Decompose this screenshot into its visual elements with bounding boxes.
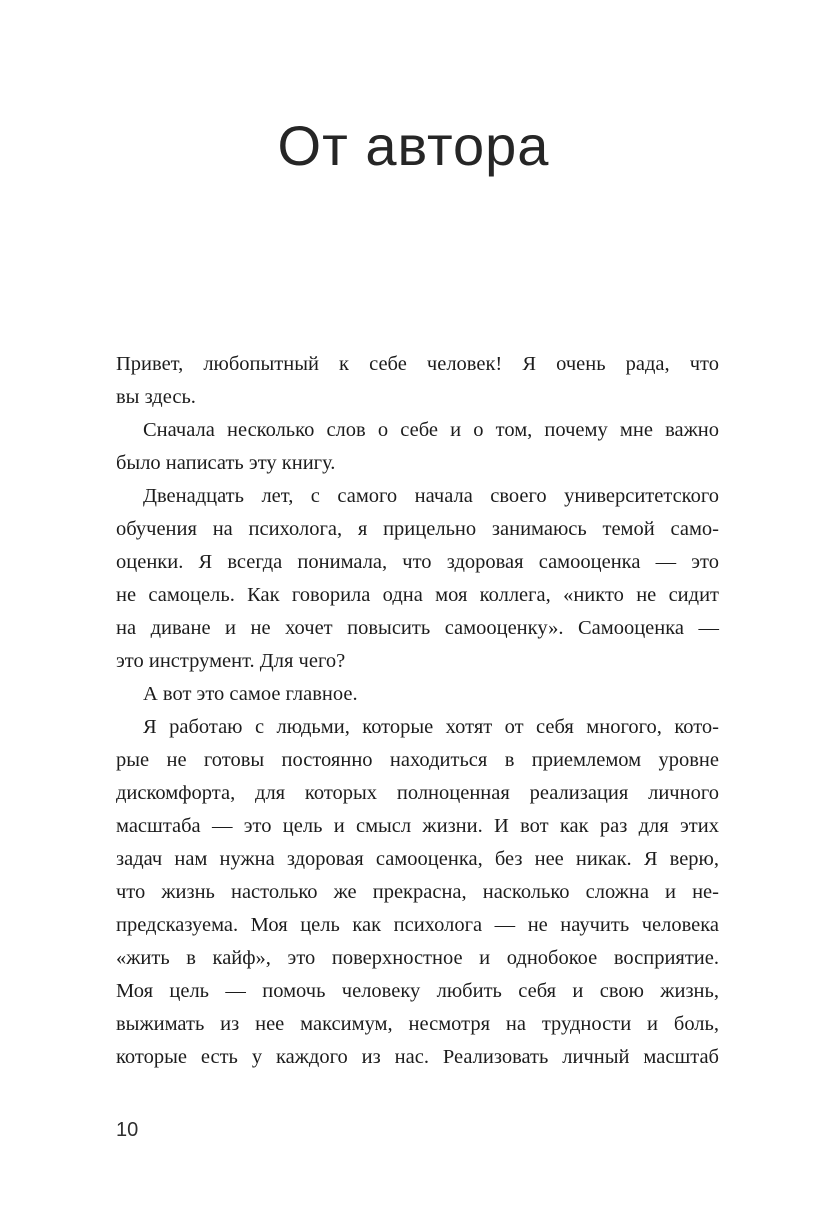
text-line: рые не готовы постоянно находиться в приемлемом уровне xyxy=(116,749,719,771)
text-line: Я работаю с людьми, которые хотят от себя многого, кото- xyxy=(143,716,719,738)
text-line: задач нам нужна здоровая самооценка, без нее никак. Я верю, xyxy=(116,848,719,870)
text-line: не самоцель. Как говорила одна моя коллега, «никто не сидит xyxy=(116,584,719,606)
text-line: Двенадцать лет, с самого начала своего университетского xyxy=(143,485,719,507)
text-line: было написать эту книгу. xyxy=(116,452,336,474)
text-line: вы здесь. xyxy=(116,386,196,408)
text-line: Привет, любопытный к себе человек! Я очень рада, что xyxy=(116,353,719,375)
text-line: на диване и не хочет повысить самооценку». Самооценка — xyxy=(116,617,719,639)
text-line: Моя цель — помочь человеку любить себя и свою жизнь, xyxy=(116,980,719,1002)
text-line: дискомфорта, для которых полноценная реализация личного xyxy=(116,782,719,804)
text-line: которые есть у каждого из нас. Реализовать личный масштаб xyxy=(116,1046,719,1068)
text-line: масштаба — это цель и смысл жизни. И вот как раз для этих xyxy=(116,815,719,837)
text-line: оценки. Я всегда понимала, что здоровая самооценка — это xyxy=(116,551,719,573)
text-line: предсказуема. Моя цель как психолога — не научить человека xyxy=(116,914,719,936)
text-line: что жизнь настолько же прекрасна, насколько сложна и не- xyxy=(116,881,719,903)
text-line: Сначала несколько слов о себе и о том, почему мне важно xyxy=(143,419,719,441)
page-number: 10 xyxy=(116,1119,139,1141)
text-line: А вот это самое главное. xyxy=(143,683,358,705)
text-line: обучения на психолога, я прицельно занимаюсь темой само- xyxy=(116,518,719,540)
text-line: «жить в кайф», это поверхностное и однобокое восприятие. xyxy=(116,947,719,969)
text-line: выжимать из нее максимум, несмотря на трудности и боль, xyxy=(116,1013,719,1035)
body-text xyxy=(116,348,719,1074)
chapter-title: От автора xyxy=(277,114,550,177)
text-line: это инструмент. Для чего? xyxy=(116,650,346,672)
